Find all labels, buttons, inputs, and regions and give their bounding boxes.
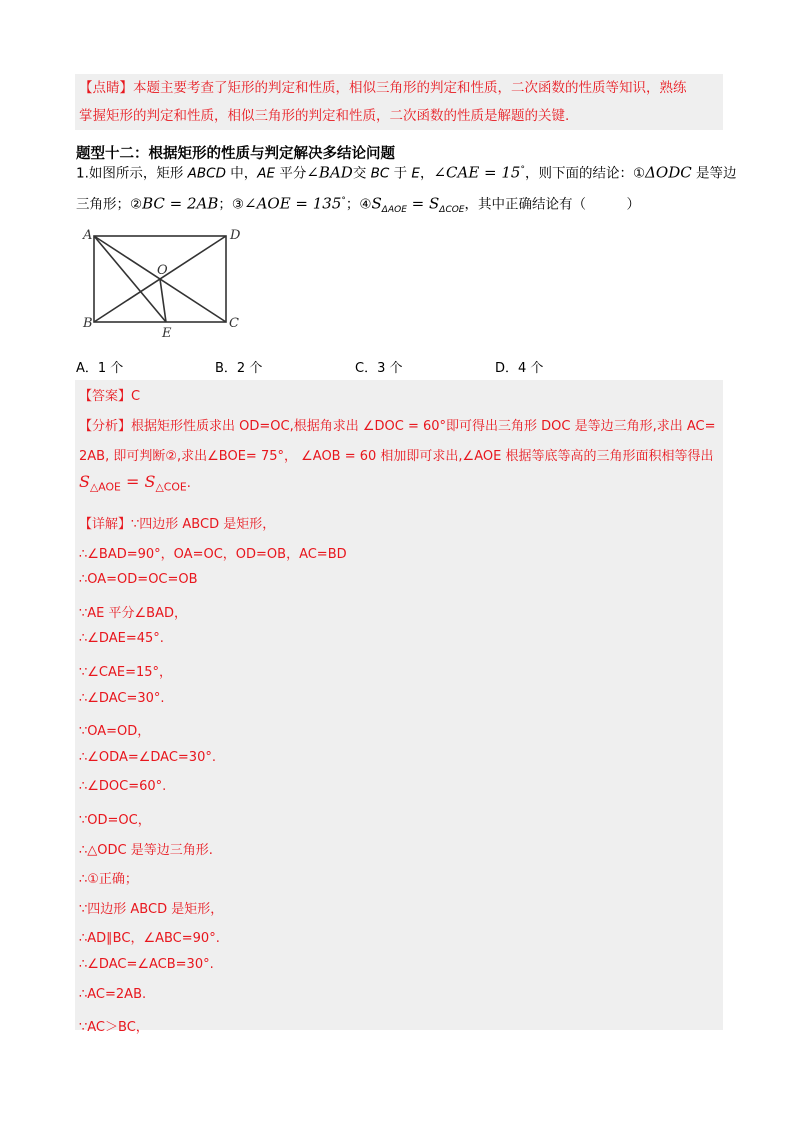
key-point-note xyxy=(75,74,723,130)
solution-step: ∴∠DOC=60°. xyxy=(79,779,167,795)
area-symbol: S xyxy=(79,472,90,491)
q-text: 三角形；② xyxy=(76,196,143,213)
q-sub: ΔCOE xyxy=(439,205,465,216)
solution-step: ∵AE 平分∠BAD， xyxy=(79,605,187,621)
q-text: ，其中正确结论有（ ） xyxy=(464,196,640,213)
choice-b: B．2 个 xyxy=(215,361,263,376)
q-math: ∠BAD xyxy=(306,163,353,182)
q-text: ；④ xyxy=(345,196,372,213)
solution-step: ∵OD=OC， xyxy=(79,813,151,828)
question-line-1 xyxy=(76,160,737,184)
q-math: ∠CAE = 15 xyxy=(433,163,521,182)
section-title: 题型十二：根据矩形的性质与判定解决多结论问题 xyxy=(76,146,395,162)
q-text: ；③ xyxy=(218,196,245,213)
label-c: C xyxy=(229,316,239,331)
solution-step: ∴AC=2AB. xyxy=(79,986,147,1002)
solution-step: ∴①正确； xyxy=(79,872,138,888)
label-b: B xyxy=(83,316,93,331)
solution-step: ∴∠DAC=30°. xyxy=(79,690,165,706)
q-text: 是等边 xyxy=(691,165,737,182)
q-sub: ΔAOE xyxy=(381,205,407,216)
solution-step: ∴OA=OD=OC=OB xyxy=(79,572,198,588)
label-o: O xyxy=(157,263,168,278)
label-a: A xyxy=(83,228,93,243)
q-degree: ° xyxy=(341,196,346,206)
analysis-line-2: 2AB, 即可判断②,求出∠BOE= 75°， ∠AOB = 60 相加即可求出,∠AOE 根据等底等高的三角形面积相等得出 xyxy=(79,449,714,464)
label-e: E xyxy=(162,326,172,341)
q-math: S xyxy=(371,194,382,213)
answer: 【答案】C xyxy=(79,389,141,404)
q-math: ∠AOE = 135 xyxy=(244,194,342,213)
q-var: ABCD xyxy=(187,165,226,182)
rectangle-figure xyxy=(80,224,250,342)
q-math: ΔODC xyxy=(645,163,692,182)
q-text: ， xyxy=(419,165,434,182)
period: . xyxy=(186,476,191,491)
area-sub: △AOE xyxy=(89,480,121,494)
q-var: AE xyxy=(257,165,276,182)
solution-step: ∴AD∥BC，∠ABC=90°. xyxy=(79,931,220,947)
q-degree: ° xyxy=(520,165,525,175)
q-text: 中， xyxy=(226,165,258,182)
q-math: S xyxy=(429,194,440,213)
solution-step: ∵AC＞BC， xyxy=(79,1020,149,1036)
choice-d: D．4 个 xyxy=(495,361,544,376)
solution-step: ∴∠ODA=∠DAC=30°. xyxy=(79,749,216,765)
choice-c: C．3 个 xyxy=(355,361,403,376)
solution-step: 【详解】∵四边形 ABCD 是矩形， xyxy=(79,517,276,532)
label-d: D xyxy=(230,228,241,243)
analysis-line-1: 【分析】根据矩形性质求出 OD=OC,根据角求出 ∠DOC = 60°即可得出三角形 DOC 是等边三角形,求出 AC= xyxy=(79,419,716,434)
equals-sign: = xyxy=(120,472,145,491)
solution-step: ∵OA=OD， xyxy=(79,724,151,740)
solution-step: ∵∠CAE=15°， xyxy=(79,665,173,680)
analysis-line-3 xyxy=(79,472,191,494)
q-text: 交 xyxy=(352,165,371,182)
q-text: 于 xyxy=(389,165,412,182)
q-text: 平分 xyxy=(275,165,307,182)
solution-step: ∵四边形 ABCD 是矩形， xyxy=(79,901,224,917)
area-symbol: S xyxy=(144,472,156,491)
segment-ae xyxy=(94,236,166,322)
q-math: BC = 2AB xyxy=(142,194,219,213)
solution-step: ∴△ODC 是等边三角形. xyxy=(79,842,213,858)
solution-step: ∴∠DAE=45°. xyxy=(79,631,164,647)
question-line-2 xyxy=(76,191,640,220)
q-var: E xyxy=(411,165,420,182)
q-text: 1.如图所示，矩形 xyxy=(76,165,188,182)
area-sub: △COE xyxy=(155,480,187,494)
q-math: = xyxy=(406,194,429,213)
solution-step: ∴∠DAC=∠ACB=30°. xyxy=(79,957,214,972)
q-var: BC xyxy=(370,165,390,182)
solution-step: ∴∠BAD=90°，OA=OC，OD=OB，AC=BD xyxy=(79,546,347,562)
choice-a: A．1 个 xyxy=(76,361,124,376)
solution-block xyxy=(75,380,723,1036)
note-line-2: 掌握矩形的判定和性质，相似三角形的判定和性质，二次函数的性质是解题的关键. xyxy=(79,108,570,124)
note-line-1: 【点睛】本题主要考查了矩形的判定和性质，相似三角形的判定和性质，二次函数的性质等知识，熟练 xyxy=(79,80,687,96)
q-text: ，则下面的结论：① xyxy=(524,165,646,182)
